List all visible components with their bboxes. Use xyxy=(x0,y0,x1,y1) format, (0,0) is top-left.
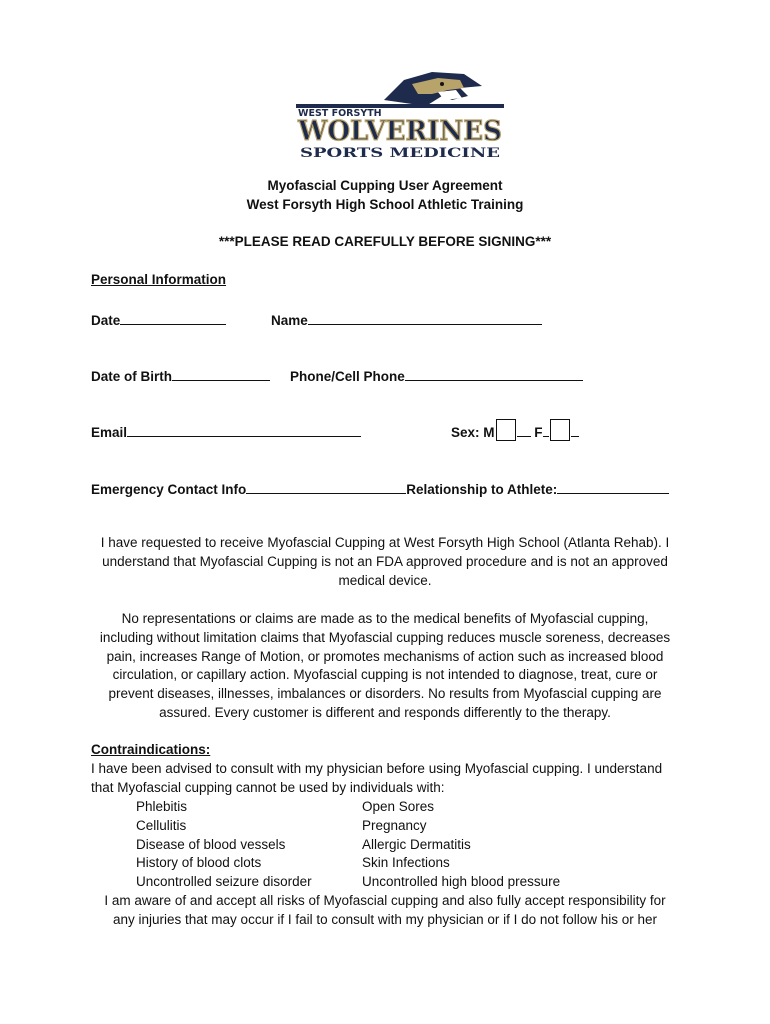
paragraph-line: circulation, or capillary action. Myofascial cupping is not intended to diagnose, treat, cure or xyxy=(112,667,658,683)
list-item: Open Sores xyxy=(362,799,435,814)
contraindications-left-list xyxy=(136,798,312,892)
contraindications-heading: Contraindications: xyxy=(91,742,211,757)
phone-field[interactable] xyxy=(290,367,583,384)
list-item: Uncontrolled seizure disorder xyxy=(136,874,312,890)
list-item: Allergic Dermatitis xyxy=(362,836,471,852)
personal-info-heading: Personal Information xyxy=(91,272,227,287)
email-label: Email xyxy=(91,425,128,440)
contraindications-right-list xyxy=(362,798,560,892)
emergency-contact-field[interactable] xyxy=(91,480,669,497)
intro-line: I have been advised to consult with my physician before using Myofascial cupping. I understand xyxy=(91,761,663,776)
sex-f-line-a xyxy=(543,423,549,437)
emergency-line[interactable] xyxy=(246,480,406,494)
email-line[interactable] xyxy=(127,423,361,437)
paragraph-line: I have requested to receive Myofascial Cupping at West Forsyth High School (Atlanta Rehab). I xyxy=(100,535,670,550)
sex-f-label: F xyxy=(534,425,543,440)
phone-line[interactable] xyxy=(405,367,583,381)
document-subtitle: West Forsyth High School Athletic Training xyxy=(246,197,524,212)
dob-field[interactable] xyxy=(91,367,270,384)
paragraph-line: pain, increases Range of Motion, or promotes mechanisms of action such as increased blood xyxy=(106,648,664,664)
paragraph-line: assured. Every customer is different and responds differently to the therapy. xyxy=(159,704,611,720)
dob-label: Date of Birth xyxy=(91,369,172,384)
paragraph-line: prevent diseases, illnesses, imbalances or disorders. No results from Myofascial cupping are xyxy=(108,686,662,702)
request-paragraph xyxy=(88,534,682,590)
emergency-label: Emergency Contact Info xyxy=(91,482,247,497)
paragraph-line: medical device. xyxy=(338,572,432,588)
risk-acceptance-paragraph xyxy=(88,892,682,930)
paragraph-line: any injuries that may occur if I fail to consult with my physician or if I do not follow his or her xyxy=(113,911,657,927)
date-line[interactable] xyxy=(120,311,226,325)
relationship-label: Relationship to Athlete: xyxy=(406,482,558,497)
disclaimer-paragraph xyxy=(88,610,682,723)
name-line[interactable] xyxy=(308,311,542,325)
paragraph-line: understand that Myofascial Cupping is not an FDA approved procedure and is not an approved xyxy=(102,553,668,569)
name-field[interactable] xyxy=(271,311,542,328)
list-item: Cellulitis xyxy=(136,817,187,833)
sex-m-line xyxy=(517,423,531,437)
relationship-line[interactable] xyxy=(557,480,669,494)
sex-f-line-b xyxy=(571,423,579,437)
email-field[interactable] xyxy=(91,423,361,440)
name-label: Name xyxy=(271,313,308,328)
list-item: Disease of blood vessels xyxy=(136,836,286,852)
svg-text:WEST FORSYTH: WEST FORSYTH xyxy=(298,108,382,119)
dob-line[interactable] xyxy=(172,367,270,381)
svg-text:SPORTS MEDICINE: SPORTS MEDICINE xyxy=(300,146,501,161)
read-carefully-warning: ***PLEASE READ CAREFULLY BEFORE SIGNING*** xyxy=(218,234,552,249)
date-label: Date xyxy=(91,313,121,328)
intro-line: that Myofascial cupping cannot be used by individuals with: xyxy=(91,779,445,795)
svg-text:WOLVERINES: WOLVERINES xyxy=(297,116,502,147)
list-item: Skin Infections xyxy=(362,855,450,871)
date-field[interactable] xyxy=(91,311,226,328)
sex-f-checkbox[interactable] xyxy=(550,419,570,441)
list-item: History of blood clots xyxy=(136,855,262,871)
sex-m-label: Sex: M xyxy=(451,425,495,440)
sex-field[interactable] xyxy=(451,419,579,441)
paragraph-line: including without limitation claims that Myofascial cupping reduces muscle soreness, decreases xyxy=(99,629,671,645)
list-item: Phlebitis xyxy=(136,799,188,814)
list-item: Pregnancy xyxy=(362,817,427,833)
paragraph-line: I am aware of and accept all risks of Myofascial cupping and also fully accept responsibility for xyxy=(104,893,666,908)
wolverines-sports-medicine-logo xyxy=(292,70,508,162)
phone-label: Phone/Cell Phone xyxy=(290,369,405,384)
document-title: Myofascial Cupping User Agreement xyxy=(267,178,503,193)
contraindications-intro xyxy=(91,760,662,798)
paragraph-line: No representations or claims are made as to the medical benefits of Myofascial cupping, xyxy=(121,611,649,626)
sex-m-checkbox[interactable] xyxy=(496,419,516,441)
list-item: Uncontrolled high blood pressure xyxy=(362,874,561,890)
